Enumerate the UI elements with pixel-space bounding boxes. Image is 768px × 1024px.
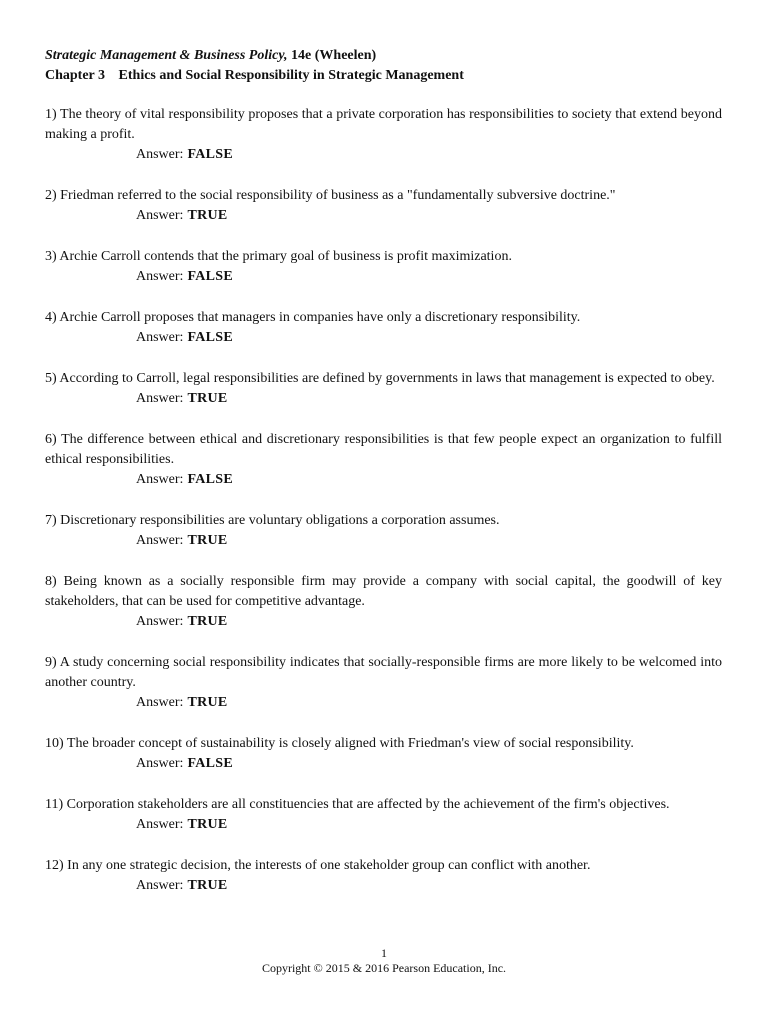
answer-label: Answer: <box>136 695 184 710</box>
book-title-line <box>45 46 722 66</box>
question-text: 11) Corporation stakeholders are all constituencies that are affected by the achievement of the firm's objectives. <box>45 797 670 812</box>
question-text: 9) A study concerning social responsibility indicates that socially-responsible firms are more likely to be welcomed into another country. <box>45 655 722 690</box>
answer-line <box>45 693 722 713</box>
question-item <box>45 511 722 551</box>
chapter-label: Chapter 3 <box>45 68 106 83</box>
answer-line <box>45 531 722 551</box>
answer-label: Answer: <box>136 614 184 629</box>
answer-value: TRUE <box>187 878 228 893</box>
answer-line <box>45 815 722 835</box>
answer-value: FALSE <box>187 330 234 345</box>
answer-value: FALSE <box>187 269 234 284</box>
document-header <box>45 46 722 86</box>
answer-line <box>45 267 722 287</box>
answer-label: Answer: <box>136 756 184 771</box>
answer-line <box>45 145 722 165</box>
question-text: 5) According to Carroll, legal responsibilities are defined by governments in laws that management is expected to obey. <box>45 371 715 386</box>
question-item <box>45 795 722 835</box>
question-text: 10) The broader concept of sustainability is closely aligned with Friedman's view of social responsibility. <box>45 736 634 751</box>
question-item <box>45 856 722 896</box>
answer-value: TRUE <box>187 817 228 832</box>
book-title: Strategic Management & Business Policy, <box>45 48 288 63</box>
answer-label: Answer: <box>136 391 184 406</box>
answer-label: Answer: <box>136 878 184 893</box>
page-footer <box>0 946 768 976</box>
question-text: 2) Friedman referred to the social responsibility of business as a "fundamentally subversive doctrine." <box>45 188 616 203</box>
answer-line <box>45 328 722 348</box>
answer-label: Answer: <box>136 330 184 345</box>
question-text: 1) The theory of vital responsibility proposes that a private corporation has responsibilities to society that extend beyond making a profit. <box>45 107 722 142</box>
answer-value: TRUE <box>187 695 228 710</box>
question-text: 8) Being known as a socially responsible firm may provide a company with social capital, the goodwill of key stakeholders, that can be used for competitive advantage. <box>45 574 722 609</box>
question-text: 7) Discretionary responsibilities are voluntary obligations a corporation assumes. <box>45 513 500 528</box>
answer-label: Answer: <box>136 208 184 223</box>
answer-line <box>45 206 722 226</box>
question-text: 12) In any one strategic decision, the interests of one stakeholder group can conflict with another. <box>45 858 591 873</box>
page-number: 1 <box>381 946 387 960</box>
question-text: 3) Archie Carroll contends that the primary goal of business is profit maximization. <box>45 249 512 264</box>
question-item <box>45 653 722 713</box>
question-item <box>45 734 722 774</box>
answer-label: Answer: <box>136 817 184 832</box>
answer-line <box>45 754 722 774</box>
answer-line <box>45 470 722 490</box>
question-item <box>45 247 722 287</box>
question-text: 6) The difference between ethical and discretionary responsibilities is that few people expect an organization to fulfill ethical responsibilities. <box>45 432 722 467</box>
answer-value: TRUE <box>187 391 228 406</box>
chapter-line <box>45 66 722 86</box>
chapter-title: Ethics and Social Responsibility in Strategic Management <box>118 68 464 83</box>
answer-value: FALSE <box>187 756 234 771</box>
answer-line <box>45 876 722 896</box>
question-item <box>45 430 722 490</box>
answer-label: Answer: <box>136 269 184 284</box>
edition: 14e (Wheelen) <box>291 48 377 63</box>
question-text: 4) Archie Carroll proposes that managers in companies have only a discretionary responsibility. <box>45 310 581 325</box>
answer-label: Answer: <box>136 472 184 487</box>
answer-value: TRUE <box>187 614 228 629</box>
question-item <box>45 186 722 226</box>
answer-value: FALSE <box>187 147 234 162</box>
question-list <box>45 105 722 896</box>
answer-value: TRUE <box>187 208 228 223</box>
answer-label: Answer: <box>136 147 184 162</box>
answer-label: Answer: <box>136 533 184 548</box>
copyright-notice: Copyright © 2015 & 2016 Pearson Education, Inc. <box>261 961 507 975</box>
question-item <box>45 308 722 348</box>
answer-line <box>45 612 722 632</box>
question-item <box>45 369 722 409</box>
answer-value: FALSE <box>187 472 234 487</box>
answer-value: TRUE <box>187 533 228 548</box>
answer-line <box>45 389 722 409</box>
question-item <box>45 105 722 165</box>
question-item <box>45 572 722 632</box>
